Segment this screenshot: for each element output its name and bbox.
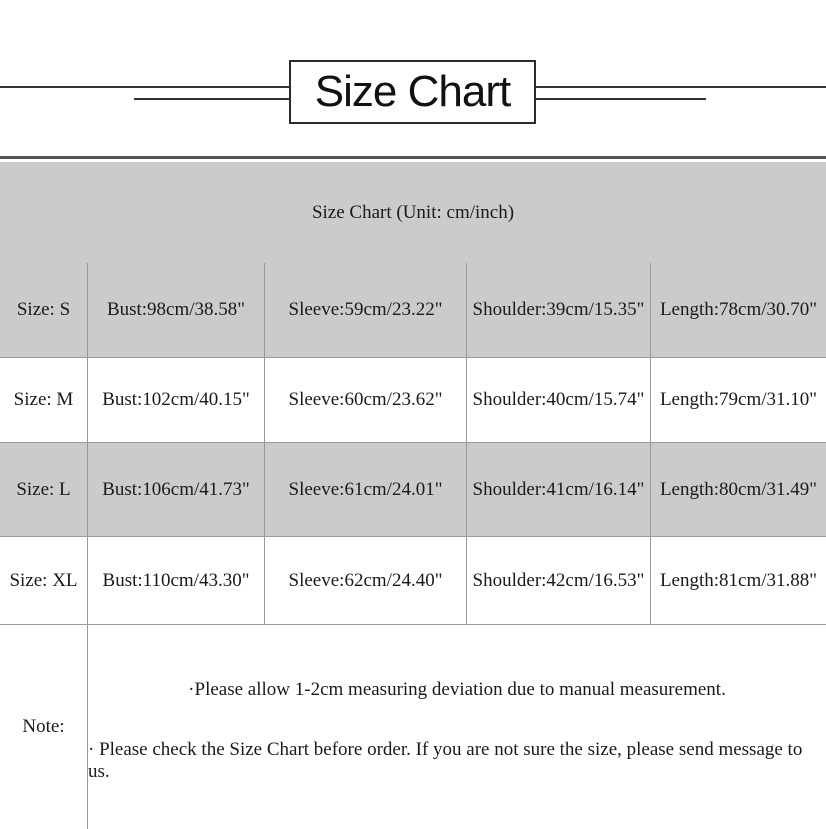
note-row [0,625,826,829]
table-row [0,263,826,358]
size-cell: Size: M [0,358,88,443]
size-cell: Size: S [0,263,88,358]
shoulder-cell: Shoulder:39cm/15.35" [467,263,651,358]
table-row [0,537,826,625]
bust-cell: Bust:110cm/43.30" [88,537,265,625]
sleeve-cell: Sleeve:62cm/24.40" [265,537,467,625]
header-rule-left-top [0,86,289,88]
size-cell: Size: L [0,443,88,537]
note-label: Note: [0,625,88,829]
note-line: · Please check the Size Chart before order. If you are not sure the size, please send message to us. [88,739,803,782]
note-body [88,625,826,829]
size-chart-table [0,156,826,826]
shoulder-cell: Shoulder:42cm/16.53" [467,537,651,625]
table-row [0,358,826,443]
length-cell: Length:79cm/31.10" [651,358,826,443]
sleeve-cell: Sleeve:60cm/23.62" [265,358,467,443]
length-cell: Length:80cm/31.49" [651,443,826,537]
header-rule-right-top [536,86,826,88]
note-line: ·Please allow 1-2cm measuring deviation due to manual measurement. [188,679,726,700]
sleeve-cell: Sleeve:59cm/23.22" [265,263,467,358]
table-row [0,443,826,537]
bust-cell: Bust:102cm/40.15" [88,358,265,443]
sleeve-cell: Sleeve:61cm/24.01" [265,443,467,537]
header-rule-right-bottom [536,98,706,100]
bust-cell: Bust:106cm/41.73" [88,443,265,537]
shoulder-cell: Shoulder:41cm/16.14" [467,443,651,537]
page-title: Size Chart [289,60,536,124]
length-cell: Length:78cm/30.70" [651,263,826,358]
length-cell: Length:81cm/31.88" [651,537,826,625]
shoulder-cell: Shoulder:40cm/15.74" [467,358,651,443]
size-cell: Size: XL [0,537,88,625]
bust-cell: Bust:98cm/38.58" [88,263,265,358]
table-caption: Size Chart (Unit: cm/inch) [0,162,826,264]
header-rule-left-bottom [134,98,289,100]
